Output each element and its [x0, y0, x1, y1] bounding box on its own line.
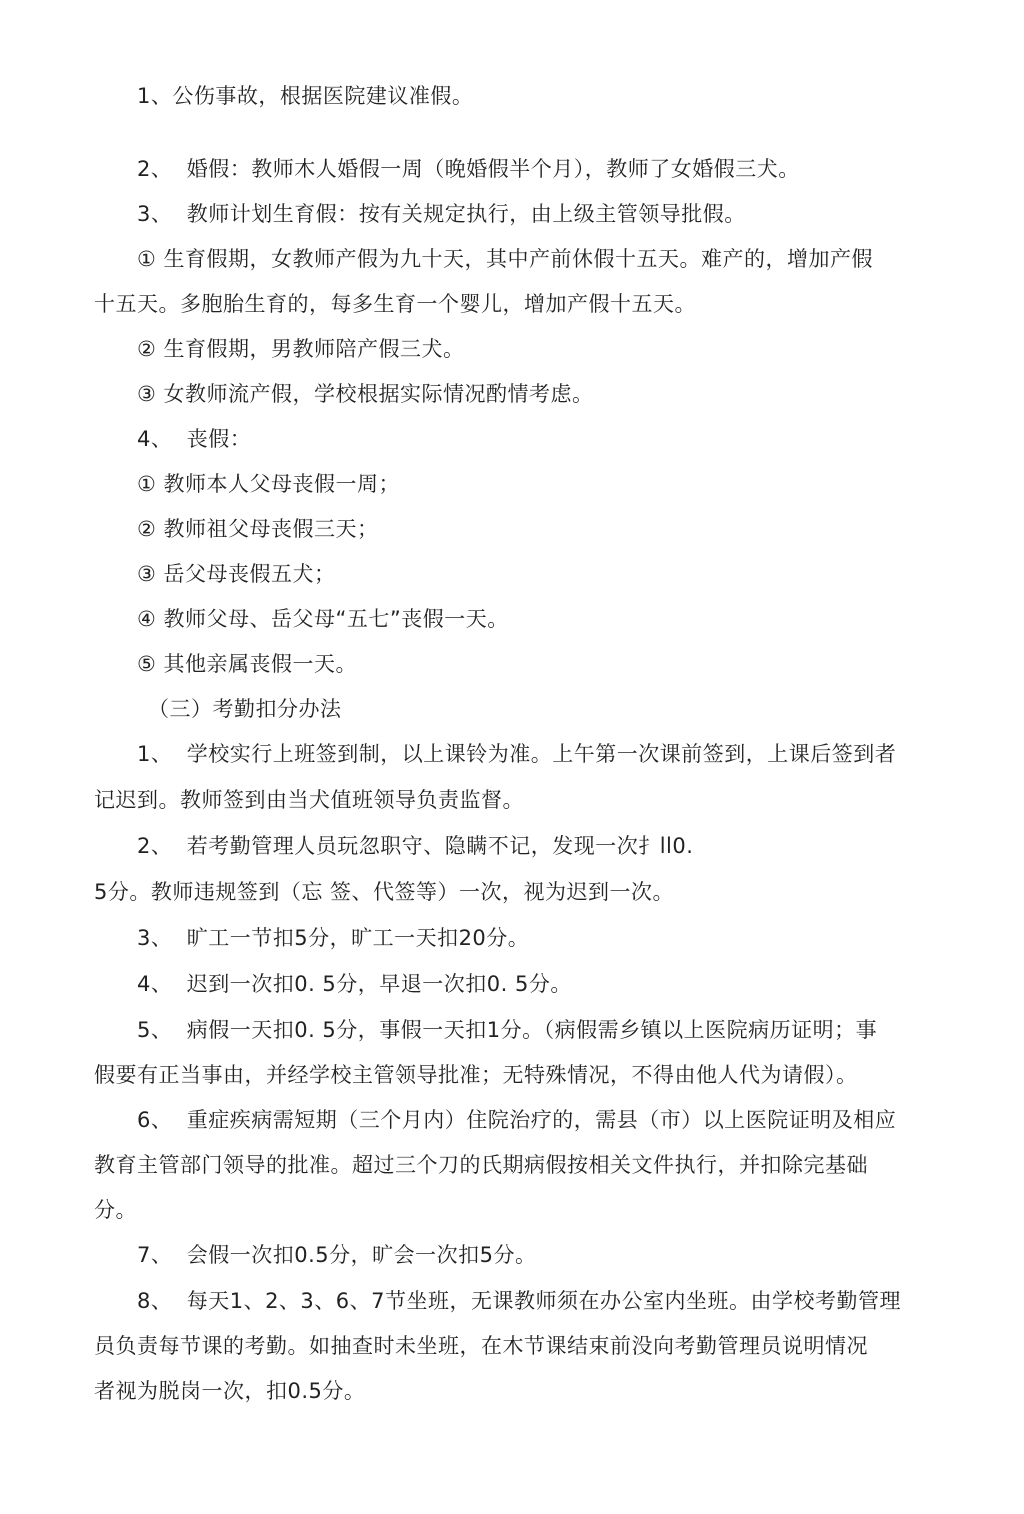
text-line: ① 教师本人父母丧假一周；: [137, 472, 401, 496]
text-line: 7、 会假一次扣0.5分，旷会一次扣5分。: [137, 1243, 537, 1267]
text-line: 6、 重症疾病需短期（三个月内）住院治疗的，需县（市）以上医院证明及相应: [137, 1108, 897, 1132]
text-line: ① 生育假期，女教师产假为九十天，其中产前休假十五天。难产的，增加产假: [137, 247, 873, 271]
text-line: 分。: [94, 1198, 137, 1222]
section-heading: （三）考勤扣分办法: [148, 697, 342, 721]
text-line: 员负责每节课的考勤。如抽查时未坐班，在木节课结束前没向考勤管理员说明情况: [94, 1334, 868, 1358]
text-line: 1、公伤事故，根据医院建议准假。: [137, 84, 474, 108]
text-line: 假要有正当事由，并经学校主管领导批准；无特殊情况，不得由他人代为请假）。: [94, 1063, 858, 1087]
text-line: 2、 若考勤管理人员玩忽职守、隐瞒不记，发现一次扌ll0.: [137, 834, 694, 858]
text-line: 者视为脱岗一次，扣0.5分。: [94, 1379, 366, 1403]
text-line: ③ 岳父母丧假五犬；: [137, 562, 336, 586]
text-line: 5、 病假一天扣0. 5分，事假一天扣1分。（病假需乡镇以上医院病历证明；事: [137, 1018, 878, 1042]
text-line: ④ 教师父母、岳父母“五七”丧假一天。: [137, 607, 509, 631]
text-line: 1、 学校实行上班签到制，以上课铃为准。上午第一次课前签到，上课后签到者: [137, 742, 897, 766]
text-line: 3、 教师计划生育假：按有关规定执行，由上级主管领导批假。: [137, 202, 746, 226]
text-line: 记迟到。教师签到由当犬值班领导负责监督。: [94, 788, 524, 812]
text-line: 8、 每天1、2、3、6、7节坐班，无课教师须在办公室内坐班。由学校考勤管理: [137, 1289, 902, 1313]
text-line: ② 生育假期，男教师陪产假三犬。: [137, 337, 465, 361]
text-line: 4、 迟到一次扣0. 5分，早退一次扣0. 5分。: [137, 972, 572, 996]
text-line: ⑤ 其他亲属丧假一天。: [137, 652, 358, 676]
text-line: 2、 婚假：教师木人婚假一周（晚婚假半个月），教师了女婚假三犬。: [137, 157, 800, 181]
text-line: ③ 女教师流产假，学校根据实际情况酌情考虑。: [137, 382, 594, 406]
text-line: 4、 丧假：: [137, 427, 252, 451]
text-line: ② 教师祖父母丧假三天；: [137, 517, 379, 541]
text-line: 3、 旷工一节扣5分，旷工一天扣20分。: [137, 926, 530, 950]
text-line: 教育主管部门领导的批准。超过三个刀的氏期病假按相关文件执行，并扣除完基础: [94, 1153, 868, 1177]
text-line: 5分。教师违规签到（忘 签、代签等）一次，视为迟到一次。: [94, 880, 675, 904]
text-line: 十五天。多胞胎生育的，每多生育一个婴儿，增加产假十五天。: [94, 292, 696, 316]
